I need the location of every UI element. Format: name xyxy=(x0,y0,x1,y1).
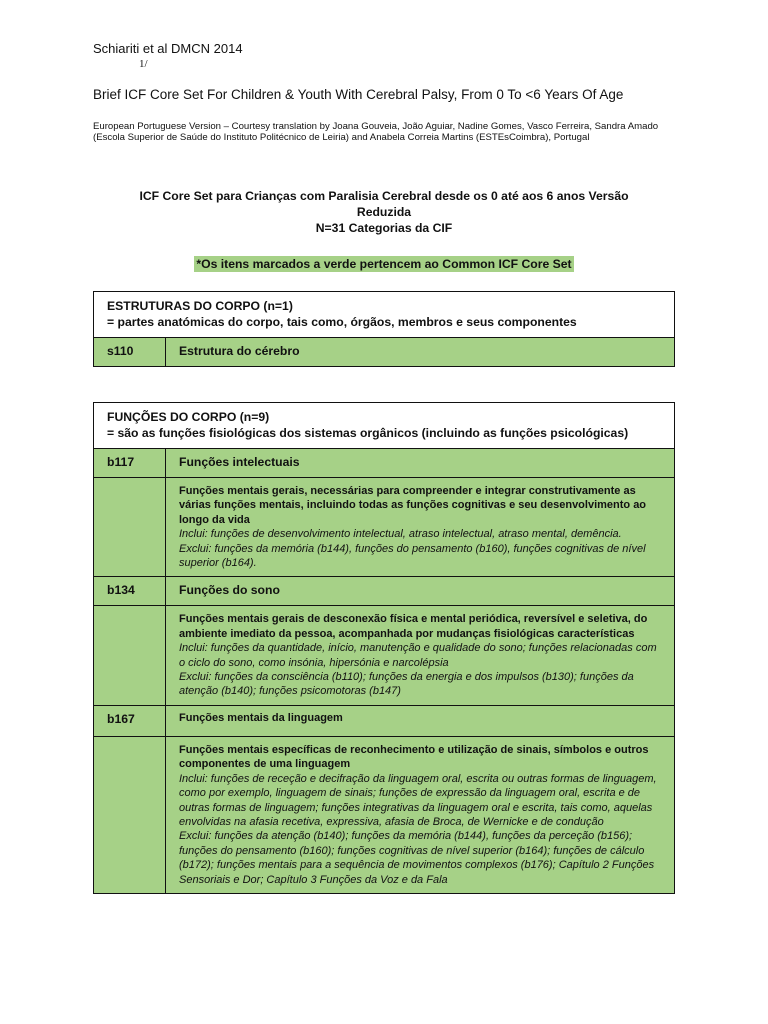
category-code: b167 xyxy=(94,705,166,736)
category-code: s110 xyxy=(94,338,166,367)
category-excludes: Exclui: funções da consciência (b110); funções da energia e dos impulsos (b130); funções da atenção (b140); funções psicomotoras (b147) xyxy=(179,671,634,698)
table-row xyxy=(94,736,675,893)
section-subheading: = partes anatómicas do corpo, tais como, órgãos, membros e seus componentes xyxy=(107,315,577,329)
section-header-row xyxy=(94,292,675,338)
table-row xyxy=(94,577,675,606)
category-excludes: Exclui: funções da atenção (b140); funções da memória (b144), funções da perceção (b156); funções do pensamento (b160); funções cognitivas de nível superior (b164); funções de cálculo (b172); funções mentais para a sequência de movimentos complexos (b176); Capítulo 2 Funções Sensoriais e Dor; Capítulo 3 Funções da Voz e da Fala xyxy=(179,830,655,886)
section-subheading: = são as funções fisiológicas dos sistemas orgânicos (incluindo as funções psicológicas) xyxy=(107,426,629,440)
table-row xyxy=(94,478,675,577)
category-includes: Inclui: funções de receção e decifração da linguagem oral, escrita ou outras formas de linguagem, como por exemplo, linguagem de sinais; funções de expressão da linguagem oral, escrita e de outras formas de linguagem; funções integrativas da linguagem oral e escrita, tais como, aquelas envolvidas na afasia recetiva, expressiva, afasia de Broca, de Wernicke e de condução xyxy=(179,772,657,828)
title-line-3: N=31 Categorias da CIF xyxy=(315,221,453,235)
body-functions-table xyxy=(93,402,675,894)
category-includes: Inclui: funções de desenvolvimento intelectual, atraso intelectual, atraso mental, demência. xyxy=(179,528,622,541)
page-number: 1/ xyxy=(139,58,148,70)
section-header-cell xyxy=(94,292,675,338)
category-definition: Funções mentais gerais de desconexão física e mental periódica, reversível e seletiva, do ambiente imediato da pessoa, acompanhada por mudanças fisiológicas características xyxy=(179,613,648,640)
section-header-cell xyxy=(94,403,675,449)
category-code: b134 xyxy=(94,577,166,606)
section-header-row xyxy=(94,403,675,449)
common-core-set-note xyxy=(0,255,768,273)
empty-cell xyxy=(94,736,166,893)
table-row xyxy=(94,449,675,478)
category-description xyxy=(166,606,675,705)
category-excludes: Exclui: funções da memória (b144), funções do pensamento (b160), funções cognitivas de nível superior (b164). xyxy=(179,542,646,570)
section-heading: FUNÇÕES DO CORPO (n=9) xyxy=(107,410,270,424)
section-heading: ESTRUTURAS DO CORPO (n=1) xyxy=(107,299,293,313)
empty-cell xyxy=(94,606,166,705)
body-structures-table xyxy=(93,291,675,367)
translation-credit: European Portuguese Version – Courtesy translation by Joana Gouveia, João Aguiar, Nadine Gomes, Vasco Ferreira, Sandra Amado (Escola Superior de Saúde do Instituto Politécnico de Leiria) and Anabela Correia Martins (ESTEsCoimbra), Portugal xyxy=(93,121,659,143)
category-name: Estrutura do cérebro xyxy=(166,338,675,367)
category-description xyxy=(166,478,675,577)
category-name: Funções mentais da linguagem xyxy=(166,705,675,736)
category-name: Funções do sono xyxy=(166,577,675,606)
category-description xyxy=(166,736,675,893)
category-code: b117 xyxy=(94,449,166,478)
category-name: Funções intelectuais xyxy=(166,449,675,478)
category-definition: Funções mentais específicas de reconhecimento e utilização de sinais, símbolos e outros componentes de uma linguagem xyxy=(179,743,649,771)
table-row xyxy=(94,606,675,705)
title-line-1: ICF Core Set para Crianças com Paralisia Cerebral desde os 0 até aos 6 anos Versão xyxy=(139,189,629,203)
category-includes: Inclui: funções da quantidade, início, manutenção e qualidade do sono; funções relacionadas com o ciclo do sono, como insónia, hipersónia e narcolépsia xyxy=(179,642,657,669)
document-header-title: Brief ICF Core Set For Children & Youth With Cerebral Palsy, From 0 To <6 Years Of Age xyxy=(93,87,624,102)
page-title xyxy=(93,188,675,236)
table-row xyxy=(94,338,675,367)
common-note-highlight: *Os itens marcados a verde pertencem ao Common ICF Core Set xyxy=(196,257,572,271)
table-row xyxy=(94,705,675,736)
category-definition: Funções mentais gerais, necessárias para compreender e integrar construtivamente as várias funções mentais, incluindo todas as funções cognitivas e seu desenvolvimento ao longo da vida xyxy=(179,485,647,526)
title-line-2: Reduzida xyxy=(356,205,412,219)
header-author: Schiariti et al DMCN 2014 xyxy=(93,41,243,56)
empty-cell xyxy=(94,478,166,577)
